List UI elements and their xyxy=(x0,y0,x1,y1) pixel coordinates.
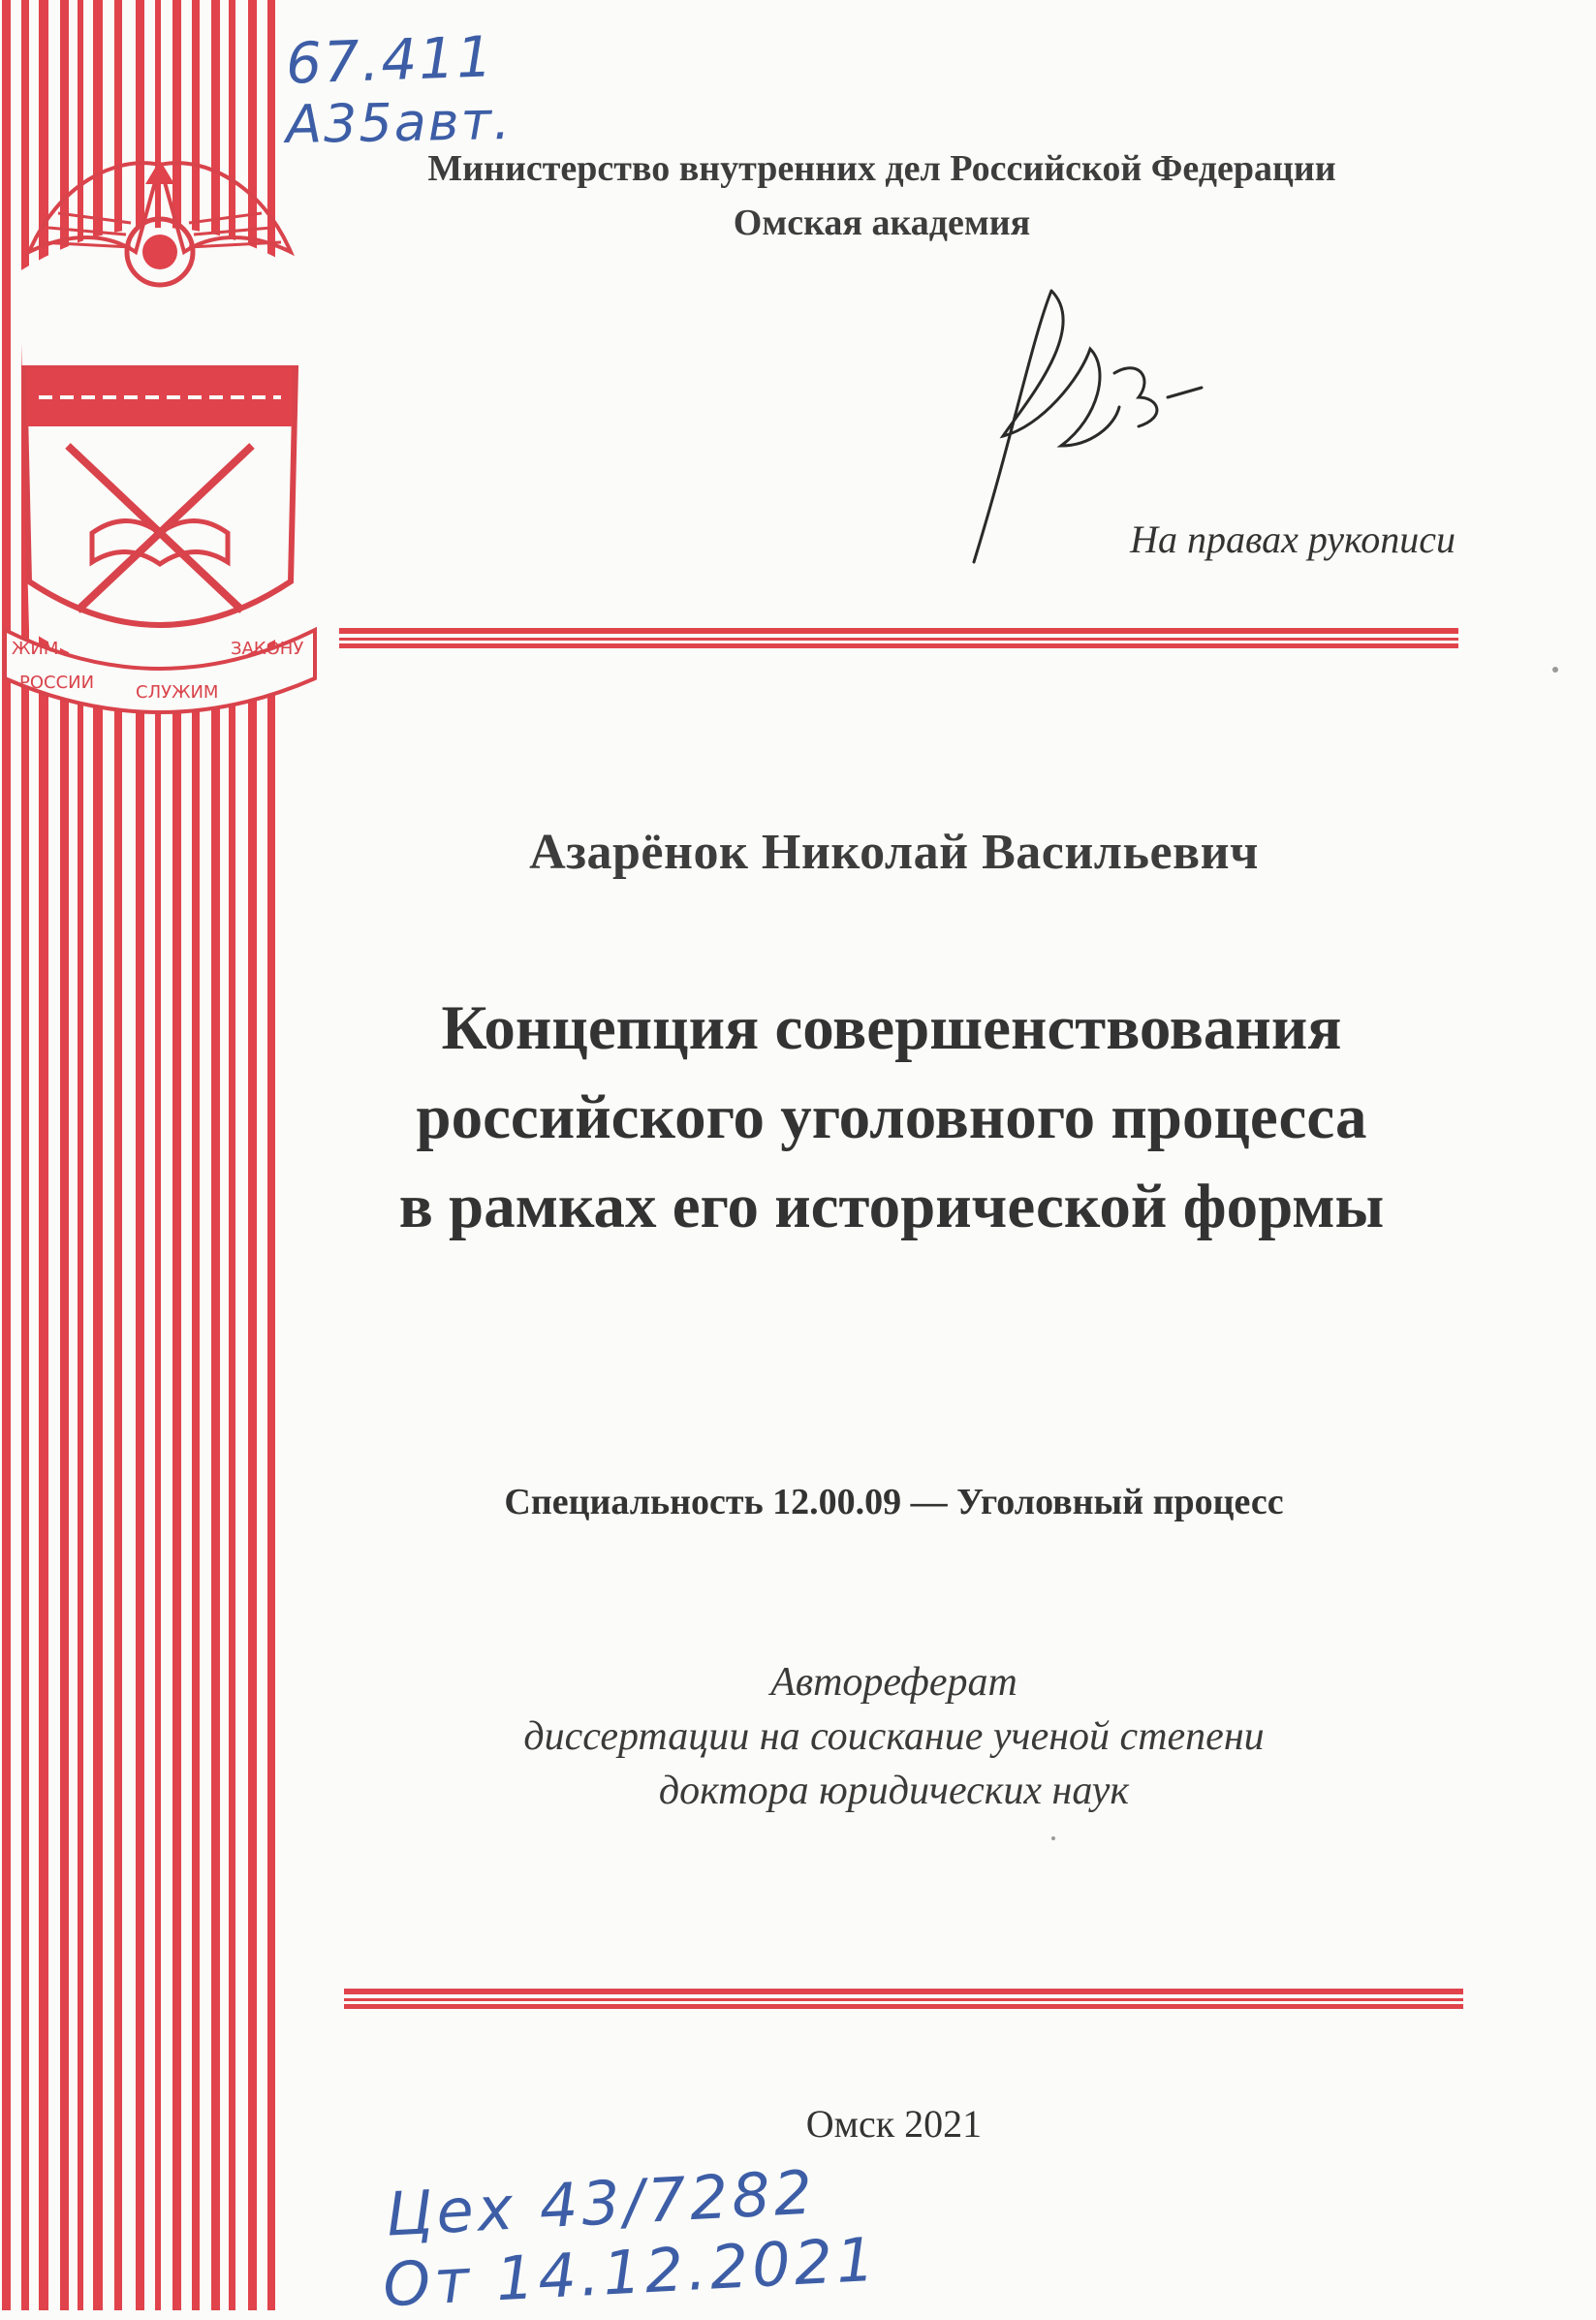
abstract-line-1: Автореферат xyxy=(770,1660,1017,1705)
academy-heading: Омская академия xyxy=(733,203,1031,243)
motto-word-2: ЗАКОНУ xyxy=(231,639,304,659)
registration-number-handwritten: Цех 43/7282 xyxy=(384,2156,818,2250)
abstract-description xyxy=(329,1655,1458,1818)
call-number-handwritten: 67.411 xyxy=(284,23,496,97)
author-name: Азарёнок Николай Васильевич xyxy=(529,825,1259,880)
title-line-1: Концепция совершенствования xyxy=(441,993,1342,1063)
scan-speck xyxy=(1552,667,1558,673)
divider-rule-bottom xyxy=(344,1989,1463,2010)
mvd-omsk-academy-emblem-icon xyxy=(0,126,320,727)
divider-rule-top xyxy=(339,628,1458,649)
motto-word-4: СЛУЖИМ xyxy=(136,682,219,703)
motto-word-1: ЖИМ xyxy=(12,639,59,659)
abstract-line-3: доктора юридических наук xyxy=(658,1769,1130,1813)
specialty-line: Специальность 12.00.09 — Уголовный процесс xyxy=(504,1482,1284,1522)
abstract-line-2: диссертации на соискание ученой степени xyxy=(523,1714,1265,1759)
author-mark-handwritten: А35авт. xyxy=(285,89,513,156)
title-line-3: в рамках его исторической формы xyxy=(398,1172,1385,1241)
city-year: Омск 2021 xyxy=(805,2102,983,2146)
scan-speck xyxy=(1051,1836,1055,1840)
registration-date-handwritten: От 14.12.2021 xyxy=(381,2223,881,2320)
title-line-2: российского уголовного процесса xyxy=(416,1082,1367,1152)
ministry-heading: Министерство внутренних дел Российской Федерации xyxy=(427,148,1336,189)
dissertation-title xyxy=(300,984,1483,1251)
motto-word-3: РОССИИ xyxy=(19,673,95,693)
manuscript-note: На правах рукописи xyxy=(1130,517,1455,561)
